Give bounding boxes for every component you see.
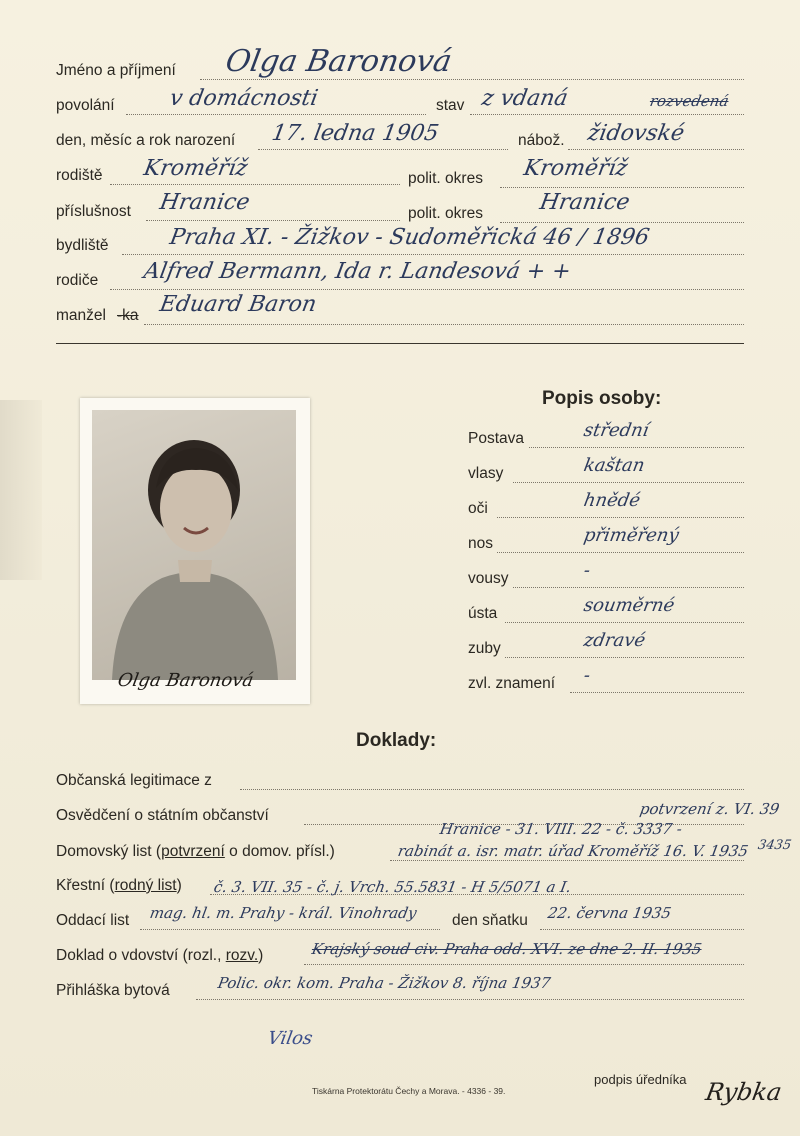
status-struck: rozvedená (648, 92, 731, 110)
district2-value: Hranice (537, 190, 632, 215)
description-value: přiměřený (582, 525, 681, 546)
description-label: oči (468, 500, 488, 517)
description-value: souměrné (582, 595, 677, 616)
baptism-label-c: ) (176, 877, 182, 894)
marriage-label: Oddací list (56, 912, 130, 929)
description-label: vlasy (468, 465, 504, 482)
spouse-line (144, 324, 744, 325)
widow-label-c: ) (258, 947, 264, 964)
religion-line (568, 149, 744, 150)
description-label: nos (468, 535, 493, 552)
id-label: Občanská legitimace z (56, 772, 212, 789)
domicile-doc-label-b: potvrzení (161, 843, 225, 860)
domicile-line (146, 220, 400, 221)
baptism-label (56, 877, 182, 895)
occupation-label: povolání (56, 97, 115, 114)
description-line (529, 447, 744, 448)
initials-signature: Vilos (266, 1028, 315, 1049)
parents-label: rodiče (56, 272, 99, 289)
birthplace-value: Kroměříž (141, 156, 250, 181)
district2-line (500, 222, 744, 223)
wedding-value: 22. června 1935 (546, 904, 673, 922)
occupation-value: v domácnosti (167, 86, 320, 111)
documents-title: Doklady: (356, 730, 437, 751)
widow-label-b: rozv. (225, 947, 259, 964)
name-value: Olga Baronová (222, 44, 455, 79)
name-line (200, 79, 744, 80)
portrait-illustration (92, 410, 296, 680)
baptism-label-a: Křestní ( (56, 877, 115, 894)
description-value: střední (582, 420, 651, 441)
domicile-value: Hranice (157, 190, 252, 215)
description-line (513, 587, 744, 588)
parents-value: Alfred Bermann, Ida r. Landesová + + (141, 259, 573, 284)
description-value: kaštan (582, 455, 647, 476)
domicile-doc-line (390, 860, 744, 861)
birthplace-label: rodiště (56, 167, 103, 184)
domicile-doc-label (56, 843, 335, 861)
status-line (470, 114, 744, 115)
spouse-value: Eduard Baron (157, 292, 319, 317)
widow-label (56, 947, 263, 965)
housing-value: Polic. okr. kom. Praha - Žižkov 8. října 1937 (216, 974, 552, 992)
district1-label: polit. okres (408, 170, 483, 187)
description-value: - (582, 560, 592, 581)
religion-label: nábož. (518, 132, 565, 149)
description-label: vousy (468, 570, 509, 587)
photo-signature: Olga Baronová (116, 670, 256, 691)
photo-frame (80, 398, 310, 704)
parents-line (110, 289, 744, 290)
description-title: Popis osoby: (542, 388, 662, 409)
birthplace-line (110, 184, 400, 185)
domicile-label: příslušnost (56, 203, 131, 220)
description-value: hnědé (582, 490, 642, 511)
official-label: podpis úředníka (594, 1072, 687, 1087)
spouse-struck: -ka (117, 307, 139, 324)
description-label: Postava (468, 430, 525, 447)
baptism-label-b: rodný list (114, 877, 177, 894)
occupation-line (126, 114, 426, 115)
description-value: - (582, 665, 592, 686)
domicile-note-above: Hranice - 31. VIII. 22 - č. 3337 - (438, 820, 684, 838)
wedding-line (540, 929, 744, 930)
status-label: stav (436, 97, 465, 114)
widow-value: Krajský soud civ. Praha odd. XVI. ze dne 2. II. 1935 (310, 940, 704, 958)
description-value: zdravé (582, 630, 648, 651)
religion-value: židovské (585, 121, 687, 146)
citizenship-note: potvrzení z. VI. 39 (638, 800, 781, 818)
wedding-label: den sňatku (452, 912, 528, 929)
citizenship-label: Osvědčení o státním občanství (56, 807, 269, 824)
name-label: Jméno a příjmení (56, 62, 176, 79)
id-line (240, 789, 744, 790)
residence-label: bydliště (56, 237, 109, 254)
district1-line (500, 187, 744, 188)
housing-line (196, 999, 744, 1000)
district1-value: Kroměříž (521, 156, 630, 181)
marriage-value: mag. hl. m. Prahy - král. Vinohrady (148, 904, 419, 922)
description-line (570, 692, 744, 693)
description-line (513, 482, 744, 483)
description-label: zvl. znamení (468, 675, 556, 692)
domicile-doc-value: rabinát a. isr. matr. úřad Kroměříž 16. V. 1935 (396, 842, 750, 860)
domicile-doc-label-c: o domov. přísl.) (224, 843, 335, 860)
description-line (497, 517, 744, 518)
district2-label: polit. okres (408, 205, 483, 222)
portrait-photo (92, 410, 296, 680)
printer-imprint: Tiskárna Protektorátu Čechy a Morava. - 4336 - 39. (312, 1086, 506, 1096)
birth-value: 17. ledna 1905 (269, 121, 441, 146)
birth-label: den, měsíc a rok narození (56, 132, 236, 149)
description-line (497, 552, 744, 553)
marriage-line (140, 929, 440, 930)
housing-label: Přihláška bytová (56, 982, 170, 999)
status-value: z vdaná (479, 86, 570, 111)
domicile-doc-label-a: Domovský list ( (56, 843, 162, 860)
baptism-value: č. 3. VII. 35 - č. j. Vrch. 55.5831 - H 5/5071 a I. (212, 878, 573, 896)
domicile-margin-note: 3435 (756, 838, 793, 853)
birth-line (258, 149, 508, 150)
section-rule (56, 343, 744, 344)
description-label: ústa (468, 605, 498, 622)
description-line (505, 657, 744, 658)
residence-line (122, 254, 744, 255)
official-signature: Rybka (703, 1078, 784, 1106)
residence-value: Praha XI. - Žižkov - Sudoměřická 46 / 1896 (167, 225, 652, 250)
description-label: zuby (468, 640, 501, 657)
paper-edge (0, 400, 42, 580)
spouse-label: manžel (56, 307, 106, 324)
widow-label-a: Doklad o vdovství (rozl., (56, 947, 226, 964)
widow-line (304, 964, 744, 965)
description-line (505, 622, 744, 623)
